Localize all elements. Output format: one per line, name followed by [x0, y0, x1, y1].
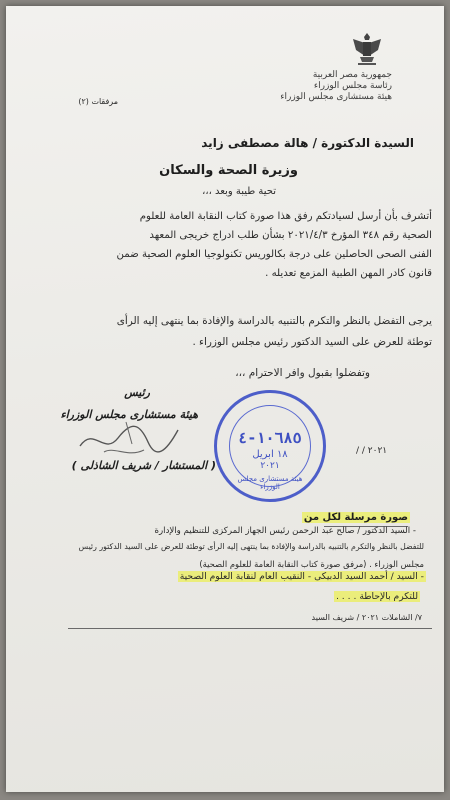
body-p2-line1: يرجى التفضل بالنظر والتكرم بالتنبيه بالدراسة والإفادة بما ينتهى إليه الرأى	[116, 315, 432, 327]
cc-line1: - السيد الدكتور / صالح عبد الرحمن رئيس الجهاز المركزى للتنظيم والإدارة	[154, 526, 416, 536]
signature-org: هيئة مستشارى مجلس الوزراء	[60, 408, 198, 421]
cc-line3: مجلس الوزراء . (مرفق صورة كتاب النقابة العامة للعلوم الصحية)	[199, 559, 424, 569]
official-stamp	[214, 390, 326, 502]
cc-line5: للتكرم بالإحاطة . . . .	[335, 591, 418, 602]
body-p1-line4: قانون كادر المهن الطبية المزمع تعديله .	[265, 268, 432, 279]
document-page	[6, 6, 444, 792]
stamp-date-day: ١٨	[276, 449, 288, 460]
footer-rule	[68, 628, 432, 629]
handwritten-signature-icon	[74, 416, 184, 464]
stamp-year: ٢٠٢١	[260, 461, 280, 471]
cc-line4: - السيد / أحمد السيد الدبيكى - النقيب العام لنقابة العلوم الصحية	[179, 571, 424, 582]
signature-title: رئيس	[124, 386, 150, 399]
stamp-number: ١٠٦٨٥-٤	[238, 429, 302, 447]
body-p1-line3: الفنى الصحى الحاصلين على درجة بكالوريس تكنولوجيا العلوم الصحية ضمن	[116, 249, 432, 260]
signature-name: ( المستشار / شريف الشاذلى )	[71, 459, 216, 472]
eagle-emblem-icon	[350, 30, 384, 70]
greeting: تحية طيبة وبعد ،،،	[202, 186, 276, 197]
header-cabinet: رئاسة مجلس الوزراء	[313, 81, 392, 91]
body-p2-line2: توطئة للعرض على السيد الدكتور رئيس مجلس الوزراء .	[192, 336, 432, 348]
closing-line: وتفضلوا بقبول وافر الاحترام ،،،	[235, 367, 370, 379]
attachments-note: مرفقات (٢)	[78, 97, 118, 106]
header-authority: هيئة مستشارى مجلس الوزراء	[280, 92, 392, 102]
cc-heading: صورة مرسلة لكل من	[303, 512, 408, 523]
stamp-date-month: ابريل	[252, 449, 274, 460]
cc-line2: للتفضل بالنظر والتكرم بالتنبيه بالدراسة والإفادة بما ينتهى إليه الرأى توطئة للعرض على السيد الدكتور رئيس	[78, 542, 424, 551]
body-p1-line1: أتشرف بأن أرسل لسيادتكم رفق هذا صورة كتاب النقابة العامة للعلوم	[139, 211, 432, 222]
body-p1-line2: الصحية رقم ٣٤٨ المؤرخ ٢٠٢١/٤/٣ بشأن طلب ادراج خريجى المعهد	[149, 230, 432, 241]
recipient-name: السيدة الدكتورة / هالة مصطفى زايد	[201, 136, 414, 150]
stamp-ring-text: هيئة مستشارى مجلس الوزراء	[237, 475, 303, 491]
recipient-ministry: وزيرة الصحة والسكان	[159, 163, 298, 178]
year-footer: / / ٢٠٢١	[356, 446, 388, 456]
cc-footer: ٧/ الشاملات ٢٠٢١ / شريف السيد	[311, 613, 422, 622]
header-country: جمهورية مصر العربية	[312, 70, 392, 80]
